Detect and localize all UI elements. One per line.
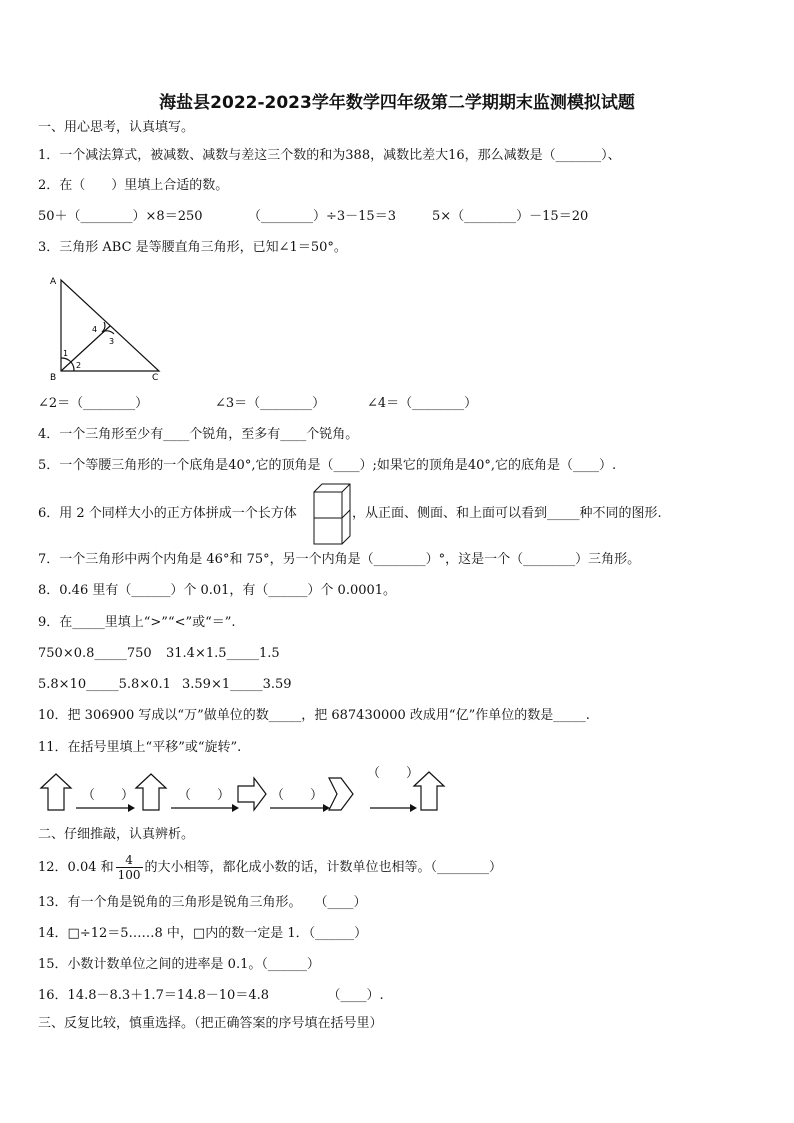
- up-arrow-2: [136, 774, 166, 810]
- triangle-abc-figure: [44, 270, 174, 385]
- question-4: 4．一个三角形至少有____个锐角，至多有____个锐角。: [38, 427, 359, 442]
- section-2-heading: 二、仔细推敲，认真辨析。: [38, 827, 195, 842]
- vertex-b-label: B: [50, 373, 57, 383]
- question-16: 16．14.8－8.3＋1.7＝14.8－10＝4.8 （____）.: [38, 988, 384, 1003]
- right-arrow-1: [238, 778, 266, 810]
- question-6-part2: ，从正面、侧面、和上面可以看到_____种不同的图形.: [352, 506, 662, 521]
- question-9d: 3.59×1_____3.59: [182, 677, 292, 692]
- angle-3-label: 3: [109, 337, 115, 346]
- angle-1-label: 1: [63, 349, 69, 358]
- question-1: 1．一个减法算式，被减数、减数与差这三个数的和为388，减数比差大16，那么减数是（_______）、: [38, 148, 621, 163]
- question-9c: 5.8×10_____5.8×0.1: [38, 677, 171, 692]
- question-14: 14．□÷12＝5……8 中，□内的数一定是 1．（______）: [38, 926, 368, 941]
- page-title: 海盐县2022-2023学年数学四年级第二学期期末监测模拟试题: [159, 93, 635, 113]
- question-2b: （________）÷3－15＝3: [248, 209, 396, 224]
- question-11: 11．在括号里填上“平移”或“旋转”.: [38, 740, 242, 755]
- q11-blank-4: （ ）: [367, 766, 420, 781]
- question-2c: 5×（________）－15＝20: [432, 209, 589, 224]
- angle-2-label: 2: [76, 361, 82, 370]
- question-9b: 31.4×1.5_____1.5: [166, 646, 280, 661]
- question-6-part1: 6．用 2 个同样大小的正方体拼成一个长方体: [38, 506, 297, 521]
- question-3b: ∠3＝（________）: [215, 396, 326, 411]
- angle-2-arc: [71, 362, 74, 371]
- question-5: 5．一个等腰三角形的一个底角是40°,它的顶角是（____）;如果它的顶角是40°,它的底角是（____）.: [38, 458, 617, 473]
- fraction-numerator: 4: [116, 853, 143, 868]
- q12-suffix: 的大小相等，都化成小数的话，计数单位也相等。（________）: [144, 860, 503, 875]
- fraction-denominator: 100: [117, 868, 141, 882]
- section-1-heading: 一、用心思考，认真填写。: [38, 120, 195, 135]
- question-3a: ∠2＝（________）: [38, 396, 149, 411]
- q11-blank-3: （ ）: [271, 788, 324, 803]
- up-arrow-1: [41, 774, 71, 810]
- question-9: 9．在_____里填上“>”“<”或“＝”.: [38, 615, 236, 630]
- question-9a: 750×0.8_____750: [38, 646, 152, 661]
- question-3c: ∠4＝（________）: [367, 396, 478, 411]
- angle-4-label: 4: [92, 325, 98, 334]
- question-7: 7．一个三角形中两个内角是 46°和 75°，另一个内角是（________）°，这是一个（________）三角形。: [38, 552, 641, 567]
- right-arrow-2: [329, 778, 353, 810]
- altitude-line: [61, 326, 110, 371]
- question-12: [38, 850, 502, 886]
- fraction-4-over-100: [116, 853, 143, 882]
- angle-1-arc: [61, 358, 71, 362]
- vertex-c-label: C: [152, 373, 159, 383]
- vertex-a-label: A: [50, 277, 57, 287]
- q11-blank-1: （ ）: [82, 788, 135, 803]
- question-3: 3．三角形 ABC 是等腰直角三角形，已知∠1＝50°。: [38, 240, 347, 255]
- question-2a: 50＋（________）×8＝250: [38, 209, 203, 224]
- q12-prefix: 12．0.04 和: [38, 860, 114, 875]
- q11-blank-2: （ ）: [178, 788, 231, 803]
- question-2: 2．在（ ）里填上合适的数。: [38, 178, 229, 193]
- section-3-heading: 三、反复比较，慎重选择。（把正确答案的序号填在括号里）: [38, 1016, 383, 1031]
- question-8: 8．0.46 里有（______）个 0.01，有（______）个 0.0001。: [38, 583, 397, 598]
- cuboid-figure: [312, 482, 352, 546]
- question-15: 15．小数计数单位之间的进率是 0.1。（______）: [38, 957, 320, 972]
- question-10: 10．把 306900 写成以“万”做单位的数_____，把 687430000 改成用“亿”作单位的数是_____.: [38, 708, 590, 723]
- question-13: 13．有一个角是锐角的三角形是锐角三角形。 （____）: [38, 895, 367, 910]
